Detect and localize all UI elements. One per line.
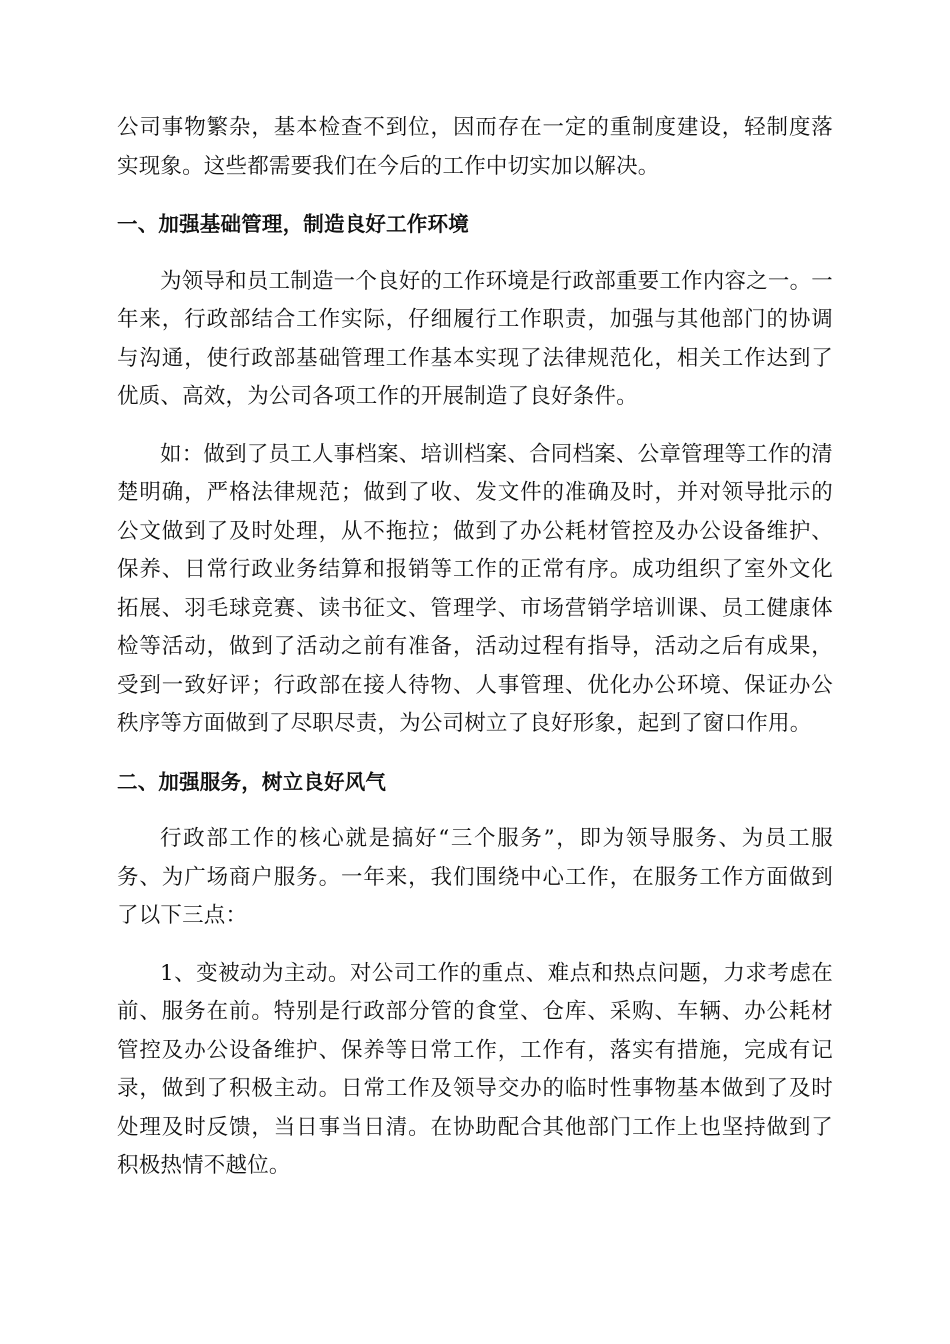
paragraph-section2-1: 行政部工作的核心就是搞好“三个服务”，即为领导服务、为员工服务、为广场商户服务。一年来，我们围绕中心工作，在服务工作方面做到了以下三点： xyxy=(117,826,833,928)
paragraph-section1-2: 如：做到了员工人事档案、培训档案、合同档案、公章管理等工作的清楚明确，严格法律规范；做到了收、发文件的准确及时，并对领导批示的公文做到了及时处理，从不拖拉；做到了办公耗材管控及办公设备维护、保养、日常行政业务结算和报销等工作的正常有序。成功组织了室外文化拓展、羽毛球竞赛、读书征文、管理学、市场营销学培训课、员工健康体检等活动，做到了活动之前有准备，活动过程有指导，活动之后有成果，受到一致好评；行政部在接人待物、人事管理、优化办公环境、保证办公秩序等方面做到了尽职尽责，为公司树立了良好形象，起到了窗口作用。 xyxy=(117,441,833,736)
paragraph-section1-1: 为领导和员工制造一个良好的工作环境是行政部重要工作内容之一。一年来，行政部结合工作实际，仔细履行工作职责，加强与其他部门的协调与沟通，使行政部基础管理工作基本实现了法律规范化，相关工作达到了优质、高效，为公司各项工作的开展制造了良好条件。 xyxy=(117,268,833,409)
document-body xyxy=(117,109,833,1205)
section-heading-1: 一、加强基础管理，制造良好工作环境 xyxy=(117,212,469,236)
paragraph-section2-2: 1、变被动为主动。对公司工作的重点、难点和热点问题，力求考虑在前、服务在前。特别是行政部分管的食堂、仓库、采购、车辆、办公耗材管控及办公设备维护、保养等日常工作，工作有，落实有措施，完成有记录，做到了积极主动。日常工作及领导交办的临时性事物基本做到了及时处理及时反馈，当日事当日清。在协助配合其他部门工作上也坚持做到了积极热情不越位。 xyxy=(117,960,833,1178)
section-heading-2: 二、加强服务，树立良好风气 xyxy=(117,769,387,794)
paragraph-intro: 公司事物繁杂，基本检查不到位，因而存在一定的重制度建设，轻制度落实现象。这些都需要我们在今后的工作中切实加以解决。 xyxy=(117,115,833,179)
